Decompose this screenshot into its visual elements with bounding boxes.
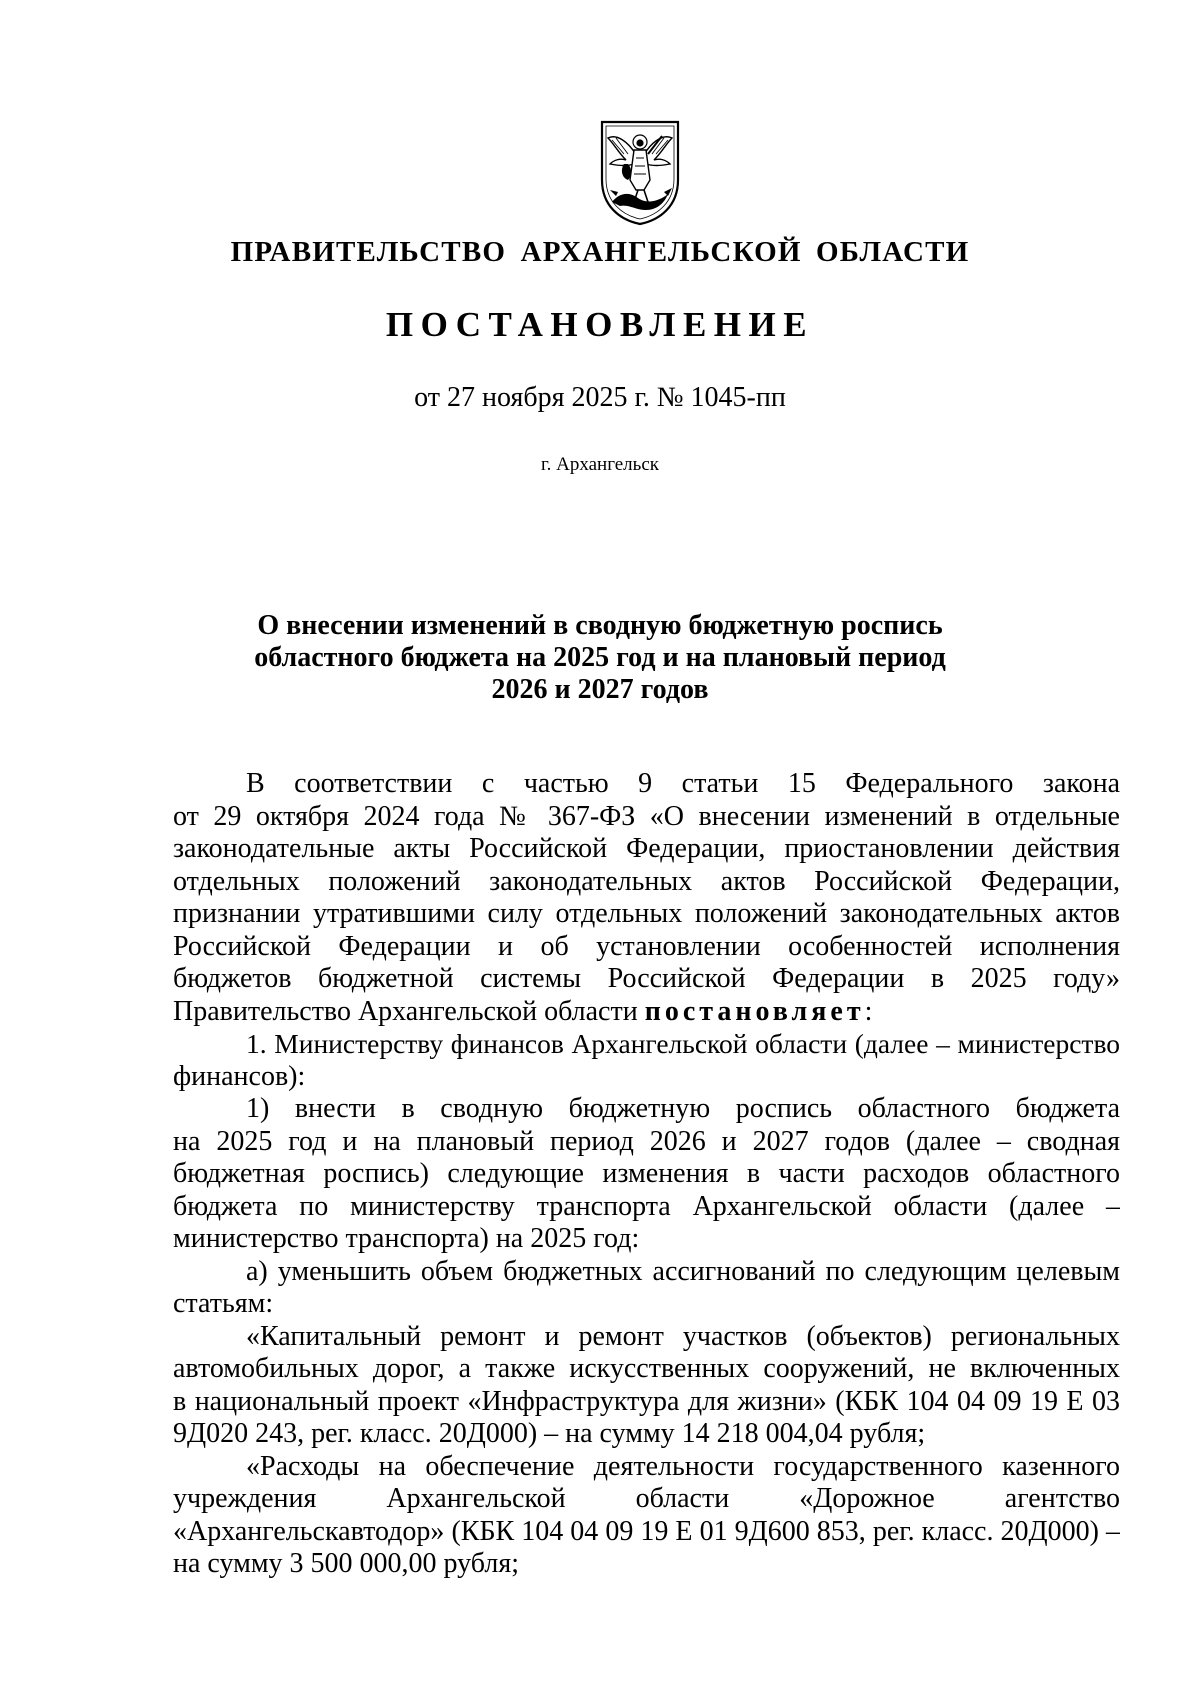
title-line: областного бюджета на 2025 год и на плановый период [254, 642, 946, 673]
body-line: «Капитальный ремонт и ремонт участков (объектов) региональных [246, 1320, 1120, 1352]
body-line [173, 996, 1120, 1029]
document-type: ПОСТАНОВЛЕНИЕ [385, 305, 815, 344]
body-line: финансов): [173, 1060, 306, 1092]
title-line: О внесении изменений в сводную бюджетную роспись [257, 610, 943, 641]
body-line: Российской Федерации и об установлении особенностей исполнения [173, 930, 1120, 962]
body-line: В соответствии с частью 9 статьи 15 Федерального закона [246, 768, 1120, 799]
body-line: на 2025 год и на плановый период 2026 и 2027 годов (далее – сводная [173, 1125, 1120, 1157]
body-line: отдельных положений законодательных актов Российской Федерации, [173, 865, 1120, 897]
body-line: от 29 октября 2024 года № 367-ФЗ «О внесении изменений в отдельные [173, 800, 1120, 832]
body-line: автомобильных дорог, а также искусственных сооружений, не включенных [173, 1353, 1120, 1384]
body-line: на сумму 3 500 000,00 рубля; [173, 1548, 519, 1579]
body-line: бюджетов бюджетной системы Российской Федерации в 2025 году» [173, 963, 1120, 994]
body-text: : [864, 995, 873, 1027]
body-line: а) уменьшить объем бюджетных ассигнований по следующим целевым [246, 1255, 1120, 1287]
body-line: министерство транспорта) на 2025 год: [173, 1223, 640, 1254]
body-line: статьям: [173, 1288, 274, 1319]
body-line: «Архангельскавтодор» (КБК 104 04 09 19 Е 01 9Д600 853, рег. класс. 20Д000) – [173, 1515, 1120, 1547]
body-line: в национальный проект «Инфраструктура для жизни» (КБК 104 04 09 19 Е 03 [173, 1385, 1120, 1417]
body-line: 9Д020 243, рег. класс. 20Д000) – на сумму 14 218 004,04 рубля; [173, 1418, 926, 1449]
government-name: ПРАВИТЕЛЬСТВО АРХАНГЕЛЬСКОЙ ОБЛАСТИ [230, 236, 970, 268]
body-line: «Расходы на обеспечение деятельности государственного казенного [246, 1450, 1120, 1482]
body-line: бюджетная роспись) следующие изменения в части расходов областного [173, 1158, 1120, 1189]
body-line: признании утратившими силу отдельных положений законодательных актов [173, 898, 1120, 929]
body-line: 1. Министерству финансов Архангельской области (далее – министерство [246, 1028, 1120, 1059]
title-line: 2026 и 2027 годов [491, 674, 709, 705]
body-line: учреждения Архангельской области «Дорожное агентство [173, 1483, 1120, 1514]
document-city: г. Архангельск [540, 454, 659, 475]
resolves-word: постановляет [644, 995, 865, 1027]
body-text: Правительство Архангельской области [173, 995, 645, 1027]
document-body [173, 768, 1120, 1581]
body-line: бюджета по министерству транспорта Архангельской области (далее – [173, 1190, 1120, 1222]
body-line: 1) внести в сводную бюджетную роспись областного бюджета [246, 1093, 1120, 1124]
document-title [0, 610, 1200, 706]
coat-of-arms-icon [598, 118, 682, 226]
body-line: законодательные акты Российской Федерации, приостановлении действия [173, 833, 1120, 864]
document-date-number: от 27 ноября 2025 г. № 1045-пп [414, 382, 786, 413]
